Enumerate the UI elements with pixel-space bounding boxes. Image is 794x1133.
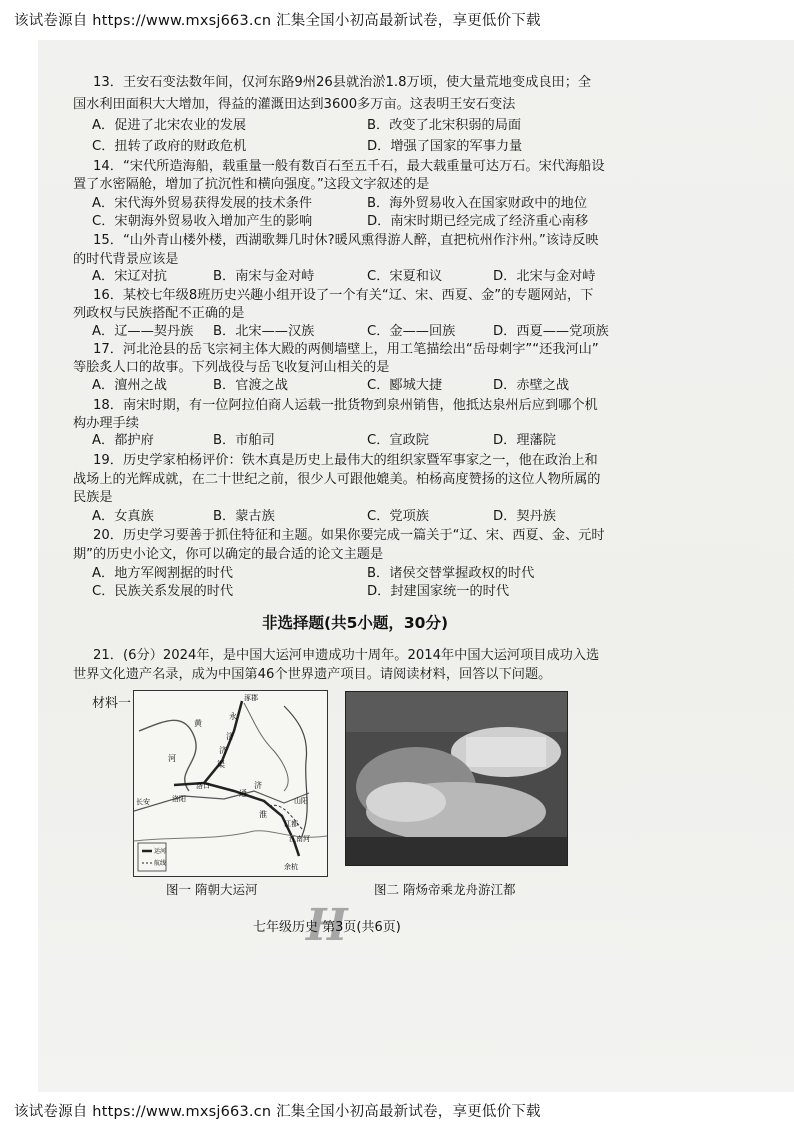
- q15-option-c: C．宋夏和议: [367, 269, 443, 284]
- painting-drawing: [346, 692, 567, 865]
- question-19-line-1: 19．历史学家柏杨评价：铁木真是历史上最伟大的组织家暨军事家之一，他在政治上和: [93, 453, 598, 468]
- q18-option-d: D．理藩院: [493, 433, 556, 448]
- map-place-label: 江都: [284, 820, 298, 828]
- map-place-label: 余杭: [284, 863, 298, 871]
- source-banner-top: 该试卷源自 https://www.mxsj663.cn 汇集全国小初高最新试卷，享更低价下载: [14, 13, 541, 29]
- q18-option-a: A．都护府: [92, 433, 154, 448]
- watermark-letter: H: [306, 900, 348, 951]
- map-place-label: 河: [168, 754, 176, 763]
- question-21-line-1: 21．(6分）2024年，是中国大运河申遗成功十周年。2014年中国大运河项目成功入选: [93, 648, 600, 663]
- source-banner-bottom: 该试卷源自 https://www.mxsj663.cn 汇集全国小初高最新试卷，享更低价下载: [14, 1104, 541, 1120]
- map-place-label: 济: [219, 746, 227, 755]
- map-place-label: 洛口: [196, 782, 210, 790]
- q14-option-c: C．宋朝海外贸易收入增加产生的影响: [92, 214, 313, 229]
- q15-option-d: D．北宋与金对峙: [493, 269, 596, 284]
- map-place-label: 渠: [217, 760, 225, 769]
- question-13-line-1: 13．王安石变法数年间，仅河东路9州26县就治淤1.8万顷，使大量荒地变成良田；全: [93, 75, 592, 90]
- q20-option-b: B．诸侯交替掌握政权的时代: [367, 566, 535, 581]
- map-legend-route: 航线: [154, 860, 167, 867]
- q16-option-b: B．北宋——汉族: [213, 324, 315, 339]
- q15-option-a: A．宋辽对抗: [92, 269, 167, 284]
- question-20-line-2: 期”的历史小论文，你可以确定的最合适的论文主题是: [73, 547, 384, 562]
- question-14-line-1: 14．“宋代所造海船，载重量一般有数百石至五千石，最大载重量可达万石。宋代海船设: [93, 159, 605, 174]
- question-17-line-2: 等脍炙人口的故事。下列战役与岳飞收复河山相关的是: [73, 360, 390, 375]
- q16-option-a: A．辽——契丹族: [92, 324, 194, 339]
- question-15-line-1: 15．“山外青山楼外楼，西湖歌舞几时休?暖风熏得游人醉，直把杭州作汴州。”该诗反映: [93, 233, 599, 248]
- question-21-line-2: 世界文化遗产名录，成为中国第46个世界遗产项目。请阅读材料，回答以下问题。: [73, 667, 552, 682]
- q20-option-d: D．封建国家统一的时代: [367, 584, 510, 599]
- q13-option-b: B．改变了北宋积弱的局面: [367, 118, 522, 133]
- q14-option-b: B．海外贸易收入在国家财政中的地位: [367, 196, 588, 211]
- q17-option-c: C．郾城大捷: [367, 378, 443, 393]
- dragon-boat-painting: [345, 691, 568, 866]
- q17-option-a: A．澶州之战: [92, 378, 167, 393]
- map-place-label: 山阳: [294, 797, 308, 805]
- map-place-label: 永: [229, 712, 237, 721]
- map-place-label: 黄: [194, 719, 202, 728]
- q13-option-c: C．扭转了政府的财政危机: [92, 139, 247, 154]
- question-18-line-2: 构办理手续: [73, 416, 139, 431]
- question-14-line-2: 置了水密隔舱，增加了抗沉性和横向强度。”这段文字叙述的是: [73, 177, 430, 192]
- question-19-line-2: 战场上的光辉成就，在二十世纪之前，很少人可跟他媲美。柏杨高度赞扬的这位人物所属的: [73, 472, 601, 487]
- map-place-label: 济: [254, 781, 262, 790]
- q20-option-a: A．地方军阀割据的时代: [92, 566, 233, 581]
- q14-option-d: D．南宋时期已经完成了经济重心南移: [367, 214, 589, 229]
- grand-canal-map: [133, 690, 328, 877]
- q16-option-d: D．西夏——党项族: [493, 324, 609, 339]
- q18-option-c: C．宣政院: [367, 433, 429, 448]
- q19-option-d: D．契丹族: [493, 509, 556, 524]
- map-place-label: 洛阳: [172, 795, 186, 803]
- map-place-label: 长安: [136, 798, 150, 806]
- q17-option-b: B．官渡之战: [213, 378, 288, 393]
- q13-option-d: D．增强了国家的军事力量: [367, 139, 523, 154]
- q20-option-c: C．民族关系发展的时代: [92, 584, 234, 599]
- map-place-label: 通: [239, 789, 247, 798]
- question-18-line-1: 18．南宋时期，有一位阿拉伯商人运载一批货物到泉州销售，他抵达泉州后应到哪个机: [93, 398, 598, 413]
- figure-1-caption: 图一 隋朝大运河: [166, 882, 258, 897]
- question-19-line-3: 民族是: [73, 490, 113, 505]
- q19-option-c: C．党项族: [367, 509, 429, 524]
- q18-option-b: B．市舶司: [213, 433, 275, 448]
- q19-option-b: B．蒙古族: [213, 509, 275, 524]
- q14-option-a: A．宋代海外贸易获得发展的技术条件: [92, 196, 313, 211]
- map-legend-canal: 运河: [154, 848, 167, 855]
- question-13-line-2: 国水利田面积大大增加，得益的灌溉田达到3600多万亩。这表明王安石变法: [73, 97, 516, 112]
- page-footer: 七年级历史 第3页(共6页): [253, 920, 401, 935]
- map-place-label: 江南河: [289, 835, 310, 843]
- map-place-label: 济: [226, 732, 234, 741]
- q15-option-b: B．南宋与金对峙: [213, 269, 315, 284]
- section-title: 非选择题(共5小题，30分): [262, 614, 449, 632]
- question-16-line-2: 列政权与民族搭配不正确的是: [73, 306, 245, 321]
- map-place-label: 淮: [259, 810, 267, 819]
- question-17-line-1: 17．河北沧县的岳飞宗祠主体大殿的两侧墙壁上，用工笔描绘出“岳母刺字”“还我河山”: [93, 342, 599, 357]
- q17-option-d: D．赤壁之战: [493, 378, 570, 393]
- figure-2-caption: 图二 隋炀帝乘龙舟游江都: [374, 882, 516, 897]
- material-label: 材料一: [92, 696, 132, 711]
- question-15-line-2: 的时代背景应该是: [73, 252, 179, 267]
- q13-option-a: A．促进了北宋农业的发展: [92, 118, 247, 133]
- question-20-line-1: 20．历史学习要善于抓住特征和主题。如果你要完成一篇关于“辽、宋、西夏、金、元时: [93, 528, 605, 543]
- map-drawing: [134, 691, 327, 876]
- map-place-label: 涿郡: [244, 694, 258, 702]
- q19-option-a: A．女真族: [92, 509, 154, 524]
- question-16-line-1: 16．某校七年级8班历史兴趣小组开设了一个有关“辽、宋、西夏、金”的专题网站，下: [93, 288, 594, 303]
- q16-option-c: C．金——回族: [367, 324, 456, 339]
